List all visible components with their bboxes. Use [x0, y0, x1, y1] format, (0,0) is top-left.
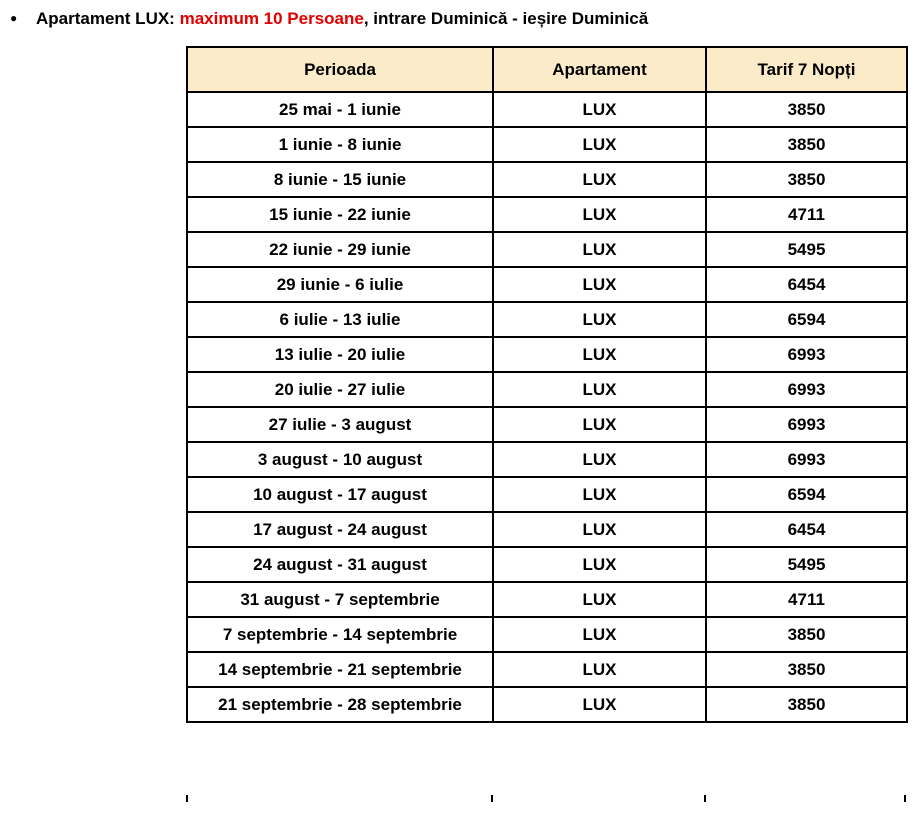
cell-tarif: 5495 [706, 232, 907, 267]
cell-tarif: 3850 [706, 617, 907, 652]
cell-apartament: LUX [493, 337, 706, 372]
bullet-icon: ● [10, 11, 18, 25]
cell-perioada: 24 august - 31 august [187, 547, 493, 582]
heading-text [36, 8, 648, 29]
cutoff-border-left [186, 795, 188, 802]
cell-apartament: LUX [493, 267, 706, 302]
cutoff-border-right [904, 795, 906, 802]
table-row [187, 512, 907, 547]
cell-tarif: 5495 [706, 547, 907, 582]
cell-perioada: 31 august - 7 septembrie [187, 582, 493, 617]
table-row [187, 442, 907, 477]
cell-tarif: 3850 [706, 162, 907, 197]
cell-tarif: 3850 [706, 127, 907, 162]
cell-perioada: 8 iunie - 15 iunie [187, 162, 493, 197]
cell-perioada: 13 iulie - 20 iulie [187, 337, 493, 372]
heading-highlight: maximum 10 Persoane [179, 9, 364, 28]
cell-apartament: LUX [493, 197, 706, 232]
cell-perioada: 3 august - 10 august [187, 442, 493, 477]
cell-perioada: 29 iunie - 6 iulie [187, 267, 493, 302]
cell-apartament: LUX [493, 652, 706, 687]
cell-perioada: 27 iulie - 3 august [187, 407, 493, 442]
cell-apartament: LUX [493, 372, 706, 407]
cell-tarif: 4711 [706, 582, 907, 617]
cell-tarif: 3850 [706, 92, 907, 127]
cell-perioada: 22 iunie - 29 iunie [187, 232, 493, 267]
cell-apartament: LUX [493, 477, 706, 512]
cell-tarif: 6993 [706, 442, 907, 477]
column-header-apartament: Apartament [493, 47, 706, 92]
cell-apartament: LUX [493, 512, 706, 547]
cell-apartament: LUX [493, 617, 706, 652]
cell-perioada: 6 iulie - 13 iulie [187, 302, 493, 337]
cell-apartament: LUX [493, 127, 706, 162]
table-header-row [187, 47, 907, 92]
price-table [186, 46, 908, 723]
cell-perioada: 21 septembrie - 28 septembrie [187, 687, 493, 722]
cell-apartament: LUX [493, 302, 706, 337]
cell-perioada: 1 iunie - 8 iunie [187, 127, 493, 162]
cutoff-border-divider-1 [491, 795, 493, 802]
table-row [187, 197, 907, 232]
table-row [187, 162, 907, 197]
cell-apartament: LUX [493, 582, 706, 617]
cell-tarif: 6993 [706, 337, 907, 372]
heading-part2: , intrare Duminică - ieșire Duminică [363, 9, 649, 28]
cell-tarif: 6454 [706, 267, 907, 302]
cell-apartament: LUX [493, 162, 706, 197]
cell-perioada: 10 august - 17 august [187, 477, 493, 512]
cell-perioada: 25 mai - 1 iunie [187, 92, 493, 127]
cell-perioada: 17 august - 24 august [187, 512, 493, 547]
cell-perioada: 15 iunie - 22 iunie [187, 197, 493, 232]
table-row [187, 92, 907, 127]
cell-perioada: 20 iulie - 27 iulie [187, 372, 493, 407]
cell-perioada: 14 septembrie - 21 septembrie [187, 652, 493, 687]
table-cutoff-next-row [186, 795, 906, 802]
table-row [187, 547, 907, 582]
table-row [187, 267, 907, 302]
cell-apartament: LUX [493, 687, 706, 722]
table-row [187, 652, 907, 687]
cell-tarif: 6594 [706, 302, 907, 337]
table-row [187, 617, 907, 652]
heading-part1: Apartament LUX: [36, 9, 180, 28]
cell-tarif: 6594 [706, 477, 907, 512]
table-row [187, 687, 907, 722]
table-row [187, 302, 907, 337]
column-header-perioada: Perioada [187, 47, 493, 92]
heading-line [10, 8, 648, 29]
cell-apartament: LUX [493, 547, 706, 582]
table-row [187, 407, 907, 442]
cell-tarif: 3850 [706, 687, 907, 722]
cell-apartament: LUX [493, 92, 706, 127]
column-header-tarif: Tarif 7 Nopți [706, 47, 907, 92]
cell-apartament: LUX [493, 442, 706, 477]
table-row [187, 372, 907, 407]
cutoff-border-divider-2 [704, 795, 706, 802]
table-row [187, 582, 907, 617]
table-row [187, 477, 907, 512]
cell-perioada: 7 septembrie - 14 septembrie [187, 617, 493, 652]
cell-tarif: 4711 [706, 197, 907, 232]
table-row [187, 127, 907, 162]
cell-tarif: 3850 [706, 652, 907, 687]
table-row [187, 337, 907, 372]
cell-tarif: 6454 [706, 512, 907, 547]
cell-tarif: 6993 [706, 372, 907, 407]
cell-apartament: LUX [493, 232, 706, 267]
cell-tarif: 6993 [706, 407, 907, 442]
table-row [187, 232, 907, 267]
cell-apartament: LUX [493, 407, 706, 442]
